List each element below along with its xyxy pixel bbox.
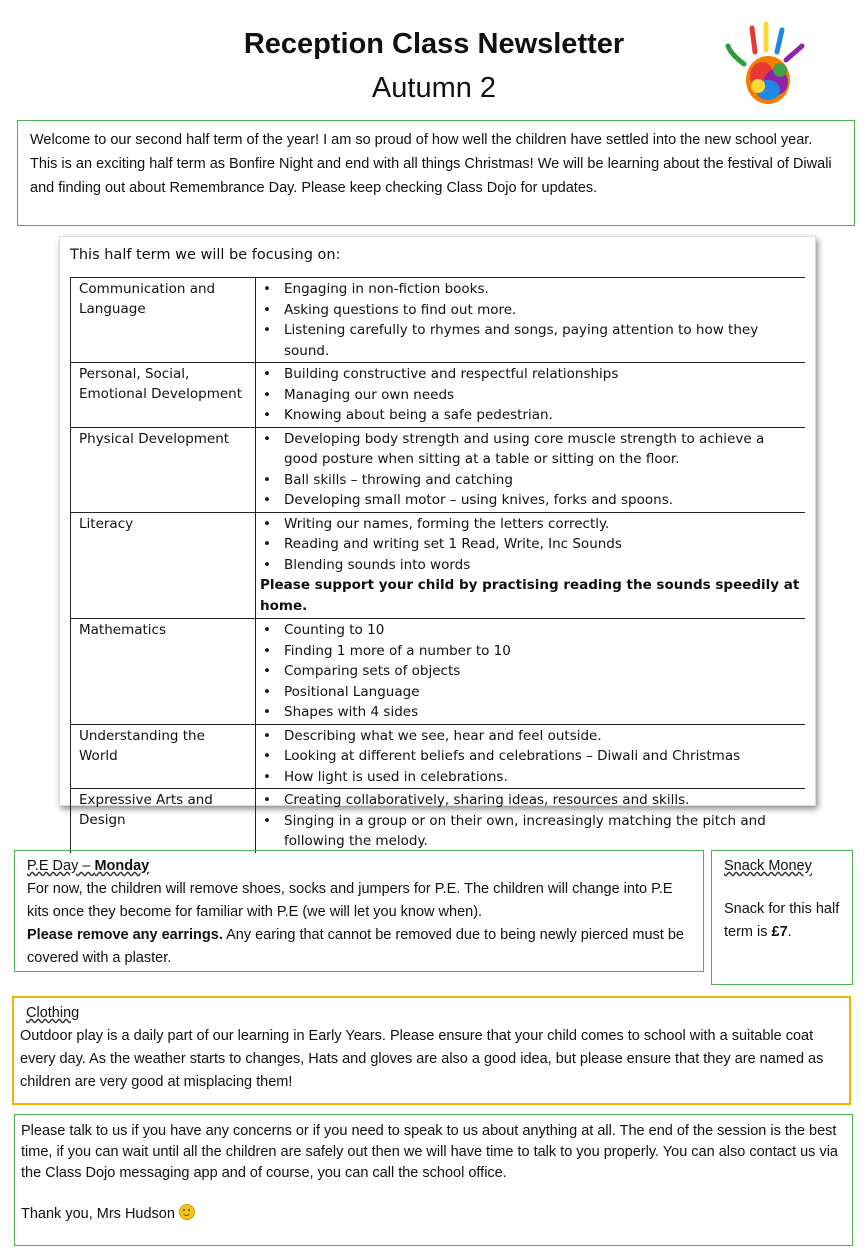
focus-area-name: Communication and Language: [71, 278, 256, 363]
focus-area-name: Understanding the World: [71, 724, 256, 789]
focus-heading: This half term we will be focusing on:: [70, 247, 341, 263]
focus-item: • Listening carefully to rhymes and songs, paying attention to how they sound.: [260, 320, 801, 361]
snack-box: [711, 850, 853, 985]
focus-item: • Describing what we see, hear and feel outside.: [260, 726, 801, 747]
focus-area-items: [256, 427, 806, 512]
intro-box: [17, 120, 855, 226]
smiley-face-icon: [179, 1204, 195, 1220]
focus-item: • Ball skills – throwing and catching: [260, 470, 801, 491]
focus-area-name: Personal, Social, Emotional Development: [71, 363, 256, 428]
focus-item: • Blending sounds into words: [260, 555, 801, 576]
focus-area-items: [256, 363, 806, 428]
focus-row: [71, 363, 806, 428]
pe-heading: [27, 855, 691, 878]
focus-item: • Managing our own needs: [260, 385, 801, 406]
snack-text-after: .: [787, 924, 792, 940]
focus-area-name: Literacy: [71, 512, 256, 619]
focus-table: [70, 277, 805, 853]
contact-signoff: Thank you, Mrs Hudson: [21, 1206, 175, 1222]
intro-text: Welcome to our second half term of the year! I am so proud of how well the children have settled into the new school year. This is an exciting half term as Bonfire Night and end with all things Christmas! We will be learning about the festival of Diwali and finding out about Remembrance Day. Please keep checking Class Dojo for updates.: [30, 132, 832, 196]
focus-item: • Building constructive and respectful relationships: [260, 364, 801, 385]
focus-item: • Positional Language: [260, 682, 801, 703]
focus-row: [71, 512, 806, 619]
focus-item: • Singing in a group or on their own, increasingly matching the pitch and following the melody.: [260, 811, 801, 852]
focus-area-items: [256, 724, 806, 789]
focus-area-name: Mathematics: [71, 619, 256, 725]
focus-row: [71, 619, 806, 725]
focus-row: [71, 427, 806, 512]
focus-item: • Engaging in non-fiction books.: [260, 279, 801, 300]
pe-text: For now, the children will remove shoes, socks and jumpers for P.E. The children will change into P.E kits once they become for familiar with P.E (we will let you know when).: [27, 881, 673, 920]
focus-item: • Writing our names, forming the letters correctly.: [260, 514, 801, 535]
snack-text: [724, 898, 840, 944]
newsletter-subtitle: Autumn 2: [371, 72, 497, 104]
focus-area-items: [256, 789, 806, 853]
focus-item: • Developing body strength and using core muscle strength to achieve a good posture when sitting at a table or sitting on the floor.: [260, 429, 801, 470]
focus-item: • How light is used in celebrations.: [260, 767, 801, 788]
pe-heading-prefix: P.E Day –: [27, 858, 95, 874]
pe-heading-day: Monday: [94, 858, 150, 874]
focus-row: [71, 278, 806, 363]
focus-item: • Comparing sets of objects: [260, 661, 801, 682]
pe-box: [14, 850, 704, 972]
focus-card: [59, 236, 816, 849]
focus-item: • Knowing about being a safe pedestrian.: [260, 405, 801, 426]
focus-item: • Reading and writing set 1 Read, Write, Inc Sounds: [260, 534, 801, 555]
focus-item: • Finding 1 more of a number to 10: [260, 641, 801, 662]
focus-item: • Creating collaboratively, sharing ideas, resources and skills.: [260, 790, 801, 811]
focus-item: • Asking questions to find out more.: [260, 300, 801, 321]
clothing-box: [12, 996, 851, 1105]
focus-area-name: Physical Development: [71, 427, 256, 512]
contact-text: Please talk to us if you have any concerns or if you need to speak to us about anything at all. The end of the session is the best time, if you can wait until all the children are safely out then we will have time to talk to you properly. You can also contact us via the Class Dojo messaging app and of course, you can call the school office.: [21, 1123, 838, 1181]
newsletter-title: Reception Class Newsletter: [243, 28, 625, 60]
snack-heading: Snack Money: [724, 858, 812, 874]
focus-area-items: [256, 619, 806, 725]
snack-amount: £7: [771, 924, 788, 940]
focus-area-items: [256, 278, 806, 363]
contact-signoff-line: [21, 1204, 846, 1225]
clothing-text: Outdoor play is a daily part of our learning in Early Years. Please ensure that your child comes to school with a suitable coat every day. As the weather starts to changes, Hats and gloves are also a good idea, but please ensure that they are named as children are very good at misplacing them!: [20, 1028, 824, 1090]
focus-row: [71, 724, 806, 789]
pe-earrings: [27, 924, 691, 970]
rainbow-handprint-icon: [722, 20, 814, 112]
snack-text-before: Snack for this half term is: [724, 901, 840, 940]
focus-area-name: Expressive Arts and Design: [71, 789, 256, 853]
focus-note: Please support your child by practising reading the sounds speedily at home.: [260, 577, 800, 614]
clothing-heading: Clothing: [26, 1005, 80, 1021]
focus-item: • Counting to 10: [260, 620, 801, 641]
contact-box: [14, 1114, 853, 1246]
focus-area-items: [256, 512, 806, 619]
focus-item: • Shapes with 4 sides: [260, 702, 801, 723]
focus-item: • Looking at different beliefs and celebrations – Diwali and Christmas: [260, 746, 801, 767]
pe-earrings-rest: Any earing that cannot be removed due to being newly pierced must be covered with a plaster.: [27, 927, 684, 966]
focus-row: [71, 789, 806, 853]
focus-item: • Developing small motor – using knives, forks and spoons.: [260, 490, 801, 511]
pe-earrings-bold: Please remove any earrings.: [27, 927, 223, 943]
